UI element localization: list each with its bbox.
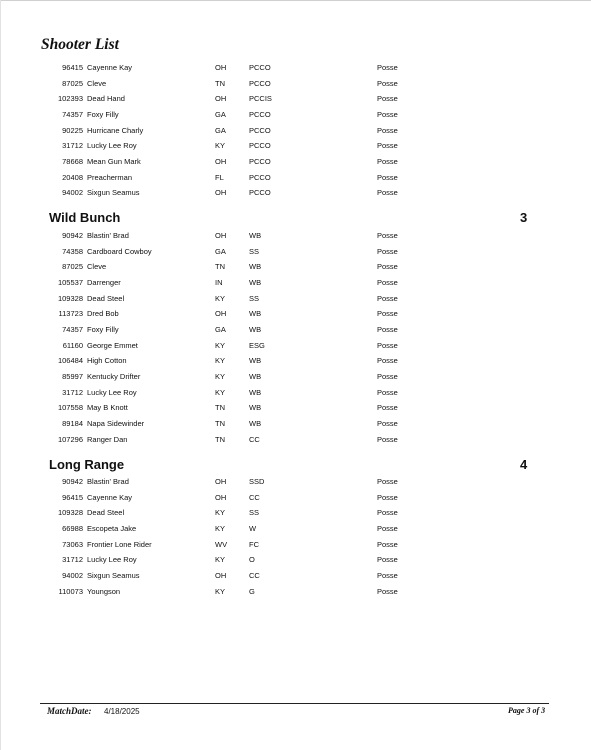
shooter-id: 31712 <box>62 141 83 151</box>
shooter-row <box>0 141 591 156</box>
shooter-row <box>0 403 591 418</box>
shooter-id: 113723 <box>58 309 83 319</box>
shooter-category: PCCO <box>249 156 271 166</box>
shooter-row <box>0 110 591 125</box>
shooter-name: May B Knott <box>87 403 128 413</box>
shooter-row <box>0 325 591 340</box>
shooter-row <box>0 555 591 570</box>
shooter-name: Sixgun Seamus <box>87 570 140 580</box>
shooter-id: 89184 <box>62 418 83 428</box>
shooter-id: 109328 <box>57 508 83 518</box>
shooter-name: Blastin' Brad <box>87 231 129 240</box>
section-title: Long Range <box>49 457 125 472</box>
shooter-id: 20408 <box>62 172 83 182</box>
shooter-row <box>0 309 591 324</box>
shooter-category: PCCO <box>249 188 271 198</box>
shooter-id: 85997 <box>62 371 83 381</box>
shooter-name: Blastin' Brad <box>87 477 129 486</box>
shooter-row <box>0 435 591 450</box>
shooter-category: PCCO <box>249 172 271 182</box>
match-date-value: 4/18/2025 <box>104 707 140 716</box>
shooter-category: O <box>249 555 255 565</box>
section-number: 3 <box>520 210 528 225</box>
shooter-row <box>0 294 591 309</box>
shooter-id: 90942 <box>62 231 83 240</box>
shooter-posse: Posse <box>377 555 398 565</box>
shooter-category: CC <box>249 492 260 502</box>
shooter-category: CC <box>249 570 260 580</box>
shooter-state: KY <box>215 356 226 366</box>
shooter-posse: Posse <box>377 403 398 413</box>
shooter-id: 74357 <box>62 110 83 119</box>
shooter-id: 87025 <box>62 262 83 272</box>
shooter-state: OH <box>215 156 227 166</box>
shooter-state: KY <box>215 141 226 151</box>
shooter-name: Cayenne Kay <box>87 492 133 502</box>
shooter-posse: Posse <box>377 94 398 104</box>
shooter-posse: Posse <box>377 477 398 486</box>
shooter-name: Kentucky Drifter <box>87 371 141 381</box>
shooter-category: WB <box>249 356 262 366</box>
shooter-id: 66988 <box>62 524 83 533</box>
shooter-category: SS <box>249 508 260 518</box>
shooter-category: ESG <box>249 340 265 350</box>
shooter-id: 87025 <box>62 78 83 88</box>
shooter-state: OH <box>215 94 227 104</box>
shooter-category: FC <box>249 539 259 549</box>
shooter-posse: Posse <box>377 110 398 119</box>
shooter-category: WB <box>249 309 262 319</box>
shooter-posse: Posse <box>377 156 398 166</box>
shooter-state: TN <box>215 262 225 272</box>
shooter-state: IN <box>215 277 223 287</box>
shooter-name: Cleve <box>87 78 107 88</box>
shooter-name: Dead Hand <box>87 94 125 104</box>
shooter-id: 107296 <box>57 434 83 444</box>
shooter-id: 90942 <box>62 477 83 486</box>
shooter-category: SSD <box>249 477 265 486</box>
shooter-category: SS <box>249 246 260 256</box>
shooter-name: Foxy Filly <box>87 324 119 334</box>
shooter-state: TN <box>215 434 225 444</box>
shooter-state: OH <box>215 231 227 240</box>
shooter-state: OH <box>215 63 227 72</box>
shooter-posse: Posse <box>377 78 398 88</box>
shooter-posse: Posse <box>377 324 398 334</box>
shooter-id: 90225 <box>62 125 83 135</box>
shooter-state: TN <box>215 403 225 413</box>
shooter-category: WB <box>249 371 262 381</box>
match-date-label: MatchDate: <box>47 706 92 716</box>
shooter-row <box>0 524 591 539</box>
shooter-name: Lucky Lee Roy <box>87 387 137 397</box>
shooter-id: 61160 <box>62 340 83 350</box>
shooter-state: KY <box>215 340 226 350</box>
shooter-name: Cleve <box>87 262 107 272</box>
shooter-posse: Posse <box>377 277 398 287</box>
shooter-name: Cayenne Kay <box>87 63 133 72</box>
shooter-posse: Posse <box>377 387 398 397</box>
shooter-category: WB <box>249 418 262 428</box>
shooter-row <box>0 571 591 586</box>
shooter-name: Escopeta Jake <box>87 524 137 533</box>
shooter-name: Darrenger <box>87 277 121 287</box>
shooter-row <box>0 278 591 293</box>
shooter-posse: Posse <box>377 63 398 72</box>
shooter-category: CC <box>249 434 260 444</box>
shooter-name: Dred Bob <box>87 309 119 319</box>
shooter-category: SS <box>249 293 260 303</box>
shooter-name: Foxy Filly <box>87 110 119 119</box>
shooter-id: 109328 <box>57 293 83 303</box>
shooter-id: 73063 <box>62 539 83 549</box>
shooter-name: Preacherman <box>87 172 133 182</box>
shooter-row <box>0 587 591 602</box>
footer-divider <box>40 703 549 704</box>
shooter-id: 106484 <box>57 356 83 366</box>
shooter-posse: Posse <box>377 172 398 182</box>
shooter-posse: Posse <box>377 492 398 502</box>
shooter-state: KY <box>215 387 226 397</box>
shooter-posse: Posse <box>377 418 398 428</box>
shooter-id: 107558 <box>57 403 83 413</box>
shooter-name: Frontier Lone Rider <box>87 539 152 549</box>
shooter-posse: Posse <box>377 340 398 350</box>
shooter-posse: Posse <box>377 524 398 533</box>
shooter-category: PCCO <box>249 141 271 151</box>
shooter-row <box>0 247 591 262</box>
shooter-category: PCCO <box>249 110 271 119</box>
shooter-row <box>0 231 591 246</box>
shooter-state: KY <box>215 524 226 533</box>
section-number: 4 <box>520 457 528 472</box>
shooter-name: Ranger Dan <box>87 434 128 444</box>
shooter-category: WB <box>249 403 262 413</box>
shooter-row <box>0 388 591 403</box>
shooter-row <box>0 493 591 508</box>
shooter-posse: Posse <box>377 141 398 151</box>
shooter-id: 94002 <box>62 188 83 198</box>
page-top-edge <box>0 0 591 1</box>
shooter-category: WB <box>249 387 262 397</box>
shooter-posse: Posse <box>377 356 398 366</box>
shooter-category: PCCIS <box>249 94 272 104</box>
shooter-name: High Cotton <box>87 356 127 366</box>
shooter-id: 78668 <box>62 156 83 166</box>
shooter-posse: Posse <box>377 293 398 303</box>
shooter-id: 102393 <box>57 94 83 104</box>
shooter-state: OH <box>215 477 227 486</box>
shooter-name: George Emmet <box>87 340 138 350</box>
section-title: Wild Bunch <box>49 210 121 225</box>
shooter-state: OH <box>215 492 227 502</box>
shooter-state: OH <box>215 309 227 319</box>
shooter-posse: Posse <box>377 508 398 518</box>
shooter-id: 74358 <box>62 246 83 256</box>
shooter-id: 31712 <box>62 555 83 565</box>
shooter-state: GA <box>215 324 226 334</box>
shooter-row <box>0 157 591 172</box>
shooter-row <box>0 372 591 387</box>
shooter-name: Sixgun Seamus <box>87 188 140 198</box>
shooter-row <box>0 94 591 109</box>
shooter-row <box>0 63 591 78</box>
shooter-row <box>0 341 591 356</box>
shooter-posse: Posse <box>377 371 398 381</box>
shooter-row <box>0 79 591 94</box>
shooter-state: TN <box>215 418 225 428</box>
shooter-name: Lucky Lee Roy <box>87 141 137 151</box>
shooter-posse: Posse <box>377 309 398 319</box>
shooter-category: WB <box>249 231 262 240</box>
shooter-category: PCCO <box>249 125 271 135</box>
shooter-state: OH <box>215 188 227 198</box>
shooter-posse: Posse <box>377 434 398 444</box>
shooter-category: PCCO <box>249 63 271 72</box>
shooter-name: Mean Gun Mark <box>87 156 141 166</box>
shooter-state: GA <box>215 125 226 135</box>
shooter-posse: Posse <box>377 262 398 272</box>
shooter-state: KY <box>215 508 226 518</box>
shooter-id: 96415 <box>62 492 83 502</box>
shooter-row <box>0 540 591 555</box>
page-title: Shooter List <box>41 36 119 53</box>
shooter-id: 31712 <box>62 387 83 397</box>
shooter-row <box>0 419 591 434</box>
shooter-category: W <box>249 524 257 533</box>
shooter-row <box>0 262 591 277</box>
shooter-row <box>0 356 591 371</box>
shooter-row <box>0 508 591 523</box>
shooter-posse: Posse <box>377 570 398 580</box>
shooter-row <box>0 126 591 141</box>
shooter-id: 94002 <box>62 570 83 580</box>
shooter-state: OH <box>215 570 227 580</box>
shooter-state: KY <box>215 293 226 303</box>
shooter-category: WB <box>249 277 262 287</box>
shooter-posse: Posse <box>377 246 398 256</box>
shooter-posse: Posse <box>377 125 398 135</box>
shooter-name: Napa Sidewinder <box>87 418 145 428</box>
shooter-posse: Posse <box>377 231 398 240</box>
shooter-row <box>0 173 591 188</box>
shooter-name: Lucky Lee Roy <box>87 555 137 565</box>
shooter-state: FL <box>215 172 224 182</box>
shooter-name: Hurricane Charly <box>87 125 144 135</box>
shooter-category: PCCO <box>249 78 271 88</box>
shooter-id: 110073 <box>58 586 83 596</box>
shooter-name: Youngson <box>87 586 121 596</box>
shooter-posse: Posse <box>377 586 398 596</box>
shooter-id: 74357 <box>62 324 83 334</box>
shooter-id: 96415 <box>62 63 83 72</box>
shooter-posse: Posse <box>377 188 398 198</box>
shooter-name: Dead Steel <box>87 508 125 518</box>
shooter-state: KY <box>215 371 226 381</box>
shooter-state: KY <box>215 555 226 565</box>
shooter-state: TN <box>215 78 225 88</box>
shooter-id: 105537 <box>57 277 83 287</box>
shooter-state: KY <box>215 586 226 596</box>
shooter-state: GA <box>215 110 226 119</box>
shooter-posse: Posse <box>377 539 398 549</box>
shooter-category: WB <box>249 324 262 334</box>
shooter-name: Cardboard Cowboy <box>87 246 152 256</box>
shooter-category: G <box>249 586 255 596</box>
shooter-name: Dead Steel <box>87 293 125 303</box>
shooter-row <box>0 188 591 203</box>
shooter-row <box>0 477 591 492</box>
page-number: Page 3 of 3 <box>508 706 546 715</box>
shooter-state: WV <box>215 539 228 549</box>
shooter-state: GA <box>215 246 226 256</box>
shooter-category: WB <box>249 262 262 272</box>
